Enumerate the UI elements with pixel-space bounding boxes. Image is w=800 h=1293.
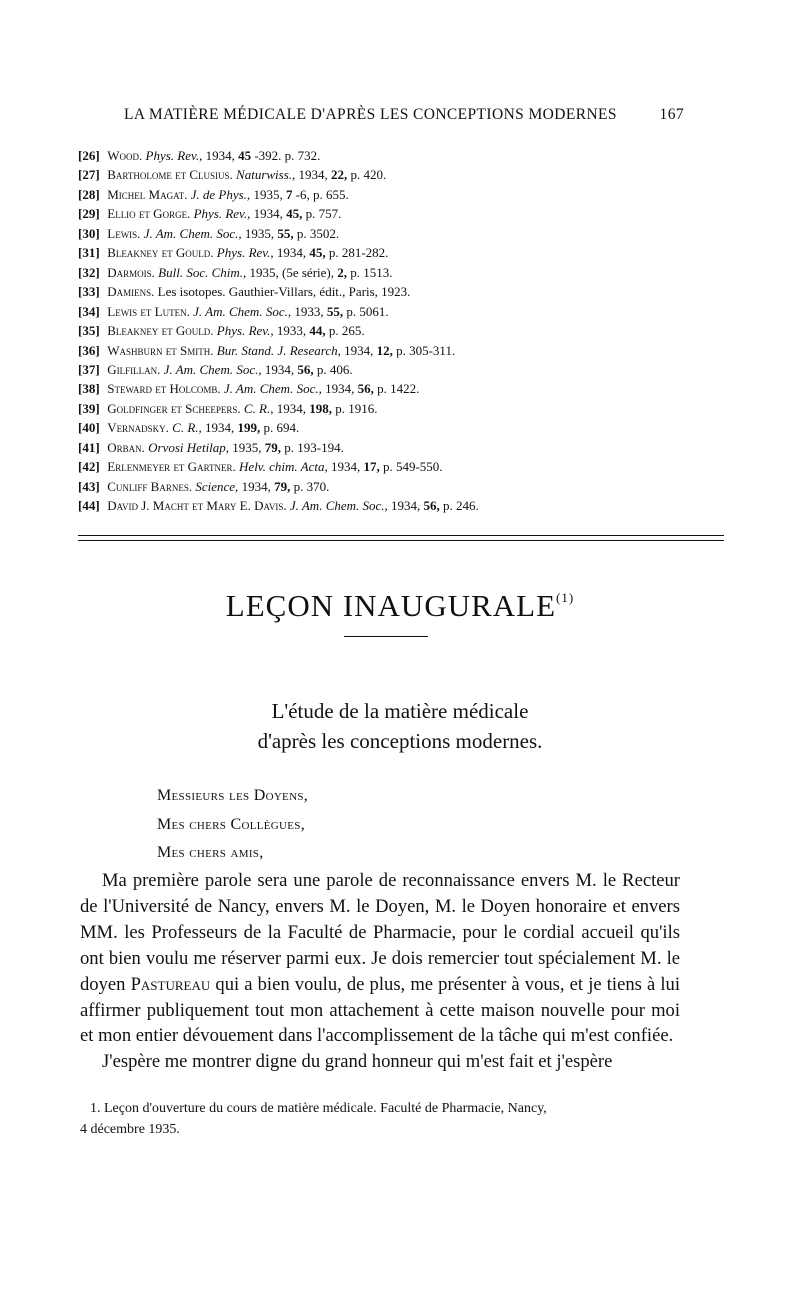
salutation-line-2: Mes chers Collègues, xyxy=(157,815,306,833)
reference-journal: J. de Phys., xyxy=(190,186,251,202)
reference-authors: Bartholome et Clusius. xyxy=(107,167,233,183)
subtitle-line-2: d'après les conceptions modernes. xyxy=(257,729,543,753)
reference-authors: Damiens. xyxy=(107,284,155,300)
reference-number: [39] xyxy=(78,400,100,416)
name-pastureau: Pastureau xyxy=(130,973,211,995)
reference-authors: Lewis. xyxy=(107,225,141,241)
reference-pages: p. 549-550. xyxy=(382,459,443,475)
reference-pages: p. 193-194. xyxy=(284,439,344,455)
reference-authors: Michel Magat. xyxy=(107,186,188,202)
reference-number: [42] xyxy=(78,459,100,475)
reference-journal: Phys. Rev., xyxy=(145,148,203,163)
reference-volume: 199, xyxy=(237,420,261,436)
reference-year: 1934, xyxy=(344,342,374,358)
reference-pages: p. 1422. xyxy=(377,381,420,397)
reference-item xyxy=(78,341,718,360)
footnote-line-2: 4 décembre 1935. xyxy=(80,1121,180,1137)
running-head-title: LA MATIÈRE MÉDICALE D'APRÈS LES CONCEPTIONS MODERNES xyxy=(124,106,617,123)
reference-authors: Cunliff Barnes. xyxy=(107,478,193,494)
reference-item xyxy=(78,243,718,262)
reference-journal: C. R., xyxy=(172,420,202,436)
reference-pages: p. 370. xyxy=(293,478,330,494)
reference-authors: Darmois. xyxy=(107,264,155,280)
reference-item xyxy=(78,224,718,243)
reference-item xyxy=(78,477,718,496)
footnote xyxy=(80,1099,710,1140)
salutation-line-1: Messieurs les Doyens, xyxy=(157,787,309,804)
paragraph-2: J'espère me montrer digne du grand honneur qui m'est fait et j'espère xyxy=(102,1051,613,1073)
reference-number: [32] xyxy=(78,264,100,280)
reference-journal: J. Am. Chem. Soc., xyxy=(223,381,322,397)
reference-volume: 2, xyxy=(337,264,347,280)
reference-number: [30] xyxy=(78,225,100,241)
reference-authors: Wood. xyxy=(107,148,143,163)
reference-volume: 56, xyxy=(423,498,440,514)
reference-year: 1934, xyxy=(330,459,361,475)
reference-number: [31] xyxy=(78,245,100,261)
reference-item xyxy=(78,204,718,223)
reference-item xyxy=(78,418,718,437)
reference-number: [26] xyxy=(78,148,100,163)
reference-authors: Washburn et Smith. xyxy=(107,342,214,358)
reference-pages: p. 694. xyxy=(263,420,300,436)
reference-authors: Steward et Holcomb. xyxy=(107,381,221,397)
reference-pages: Les isotopes. Gauthier-Villars, édit., Paris, 1923. xyxy=(157,284,411,300)
reference-volume: 44, xyxy=(309,323,326,339)
reference-year: 1933, xyxy=(276,323,307,339)
reference-journal: Naturwiss., xyxy=(236,167,296,183)
reference-pages: p. 265. xyxy=(328,323,365,339)
reference-year: 1934, xyxy=(253,206,283,222)
reference-year: 1934, xyxy=(276,400,306,416)
reference-journal: Orvosi Hetilap, xyxy=(148,439,230,455)
reference-year: 1934, xyxy=(205,420,235,436)
reference-pages: p. 246. xyxy=(443,498,479,514)
reference-authors: Bleakney et Gould. xyxy=(107,245,214,261)
reference-number: [29] xyxy=(78,206,100,222)
lecon-heading xyxy=(0,588,800,624)
reference-item xyxy=(78,185,718,204)
reference-pages: p. 1916. xyxy=(335,400,378,416)
reference-year: 1934, xyxy=(391,498,421,514)
reference-number: [36] xyxy=(78,342,100,358)
reference-journal: J. Am. Chem. Soc., xyxy=(289,498,388,514)
reference-number: [28] xyxy=(78,186,100,202)
reference-journal: J. Am. Chem. Soc., xyxy=(163,361,262,377)
reference-volume: 79, xyxy=(264,439,282,455)
lecon-title: LEÇON INAUGURALE xyxy=(225,588,557,623)
reference-item xyxy=(78,496,718,515)
reference-year: 1933, xyxy=(294,303,324,319)
reference-journal: Phys. Rev., xyxy=(193,206,251,222)
reference-journal: Bur. Stand. J. Research, xyxy=(216,342,341,358)
reference-pages: p. 3502. xyxy=(296,225,340,241)
reference-item xyxy=(78,379,718,398)
reference-journal: Phys. Rev., xyxy=(216,245,274,261)
reference-volume: 17, xyxy=(363,459,380,475)
body-text xyxy=(80,868,680,1075)
salutation-line-3: Mes chers amis, xyxy=(157,844,264,861)
reference-authors: Lewis et Luten. xyxy=(107,303,190,319)
reference-authors: Gilfillan. xyxy=(107,361,161,377)
reference-year: 1935, xyxy=(244,225,275,241)
reference-pages: p. 406. xyxy=(316,361,353,377)
salutation xyxy=(157,782,308,868)
reference-year: 1934, xyxy=(264,361,295,377)
reference-journal: J. Am. Chem. Soc., xyxy=(193,303,292,319)
reference-volume: 56, xyxy=(297,361,314,377)
reference-number: [40] xyxy=(78,420,100,436)
reference-pages: -392. p. 732. xyxy=(254,148,321,163)
paragraph-1-text-b: qui a bien voulu, de plus, me présenter à vous, et je tiens à lui affirmer publiquement tout mon attachement à cette maison nouvelle pour moi et mon entier dévouement dans l'accomplissement de la tâche qui m'est confiée. xyxy=(80,973,680,1047)
reference-pages: p. 420. xyxy=(350,167,387,183)
reference-number: [41] xyxy=(78,439,100,455)
reference-journal: Phys. Rev., xyxy=(216,323,274,339)
subtitle-line-1: L'étude de la matière médicale xyxy=(271,699,529,723)
reference-journal: Helv. chim. Acta, xyxy=(239,459,328,475)
reference-journal: Science, xyxy=(195,478,239,494)
reference-volume: 198, xyxy=(309,400,332,416)
reference-journal: Bull. Soc. Chim., xyxy=(158,264,247,280)
reference-year: 1934, xyxy=(241,478,271,494)
reference-number: [33] xyxy=(78,284,100,300)
reference-year: 1934, xyxy=(298,167,328,183)
reference-year: 1935, xyxy=(253,186,283,202)
reference-year: 1935, xyxy=(232,439,262,455)
reference-number: [34] xyxy=(78,303,100,319)
reference-authors: Ellio et Gorge. xyxy=(107,206,191,222)
reference-year: 1935, (5e série), xyxy=(249,264,334,280)
reference-number: [35] xyxy=(78,323,100,339)
reference-item xyxy=(78,360,718,379)
reference-volume: 55, xyxy=(277,225,294,241)
reference-volume: 45, xyxy=(309,245,326,261)
heading-underline xyxy=(344,636,428,637)
reference-pages: p. 757. xyxy=(305,206,342,222)
reference-authors: David J. Macht et Mary E. Davis. xyxy=(107,498,287,514)
reference-pages: p. 281-282. xyxy=(328,245,389,261)
reference-year: 1934, xyxy=(276,245,307,261)
reference-authors: Vernadsky. xyxy=(107,420,169,436)
reference-pages: -6, p. 655. xyxy=(295,186,349,202)
reference-volume: 45, xyxy=(286,206,303,222)
reference-year: 1934, xyxy=(205,148,235,163)
reference-volume: 7 xyxy=(285,186,293,202)
reference-pages: p. 305-311. xyxy=(396,342,456,358)
reference-year: 1934, xyxy=(325,381,355,397)
reference-journal: C. R., xyxy=(243,400,274,416)
reference-pages: p. 1513. xyxy=(350,264,393,280)
footnote-line-1: 1. Leçon d'ouverture du cours de matière médicale. Faculté de Pharmacie, Nancy, xyxy=(90,1101,547,1116)
reference-item xyxy=(78,438,718,457)
reference-authors: Goldfinger et Scheepers. xyxy=(107,400,241,416)
lecon-footnote-mark: (1) xyxy=(556,590,575,605)
reference-number: [38] xyxy=(78,381,100,397)
reference-authors: Orban. xyxy=(107,439,145,455)
reference-number: [27] xyxy=(78,167,100,183)
reference-item xyxy=(78,321,718,340)
reference-number: [44] xyxy=(78,498,100,514)
paragraph-1-text-a: Ma première parole sera une parole de reconnaissance envers M. le Recteur de l'Université de Nancy, envers M. le Doyen, M. le Doyen honoraire et envers MM. les Professeurs de la Faculté de Pharmacie, pour le cordial accueil qu'ils ont bien voulu me réserver parmi eux. Je dois remercier tout spécialement M. le doyen xyxy=(80,870,680,995)
lecture-subtitle xyxy=(0,696,800,756)
reference-number: [37] xyxy=(78,361,100,377)
reference-volume: 79, xyxy=(274,478,291,494)
reference-authors: Bleakney et Gould. xyxy=(107,323,214,339)
reference-item xyxy=(78,146,718,165)
reference-number: [43] xyxy=(78,478,100,494)
reference-authors: Erlenmeyer et Gartner. xyxy=(107,459,236,475)
reference-volume: 45 xyxy=(238,148,252,163)
page-number: 167 xyxy=(659,106,684,123)
reference-list xyxy=(78,146,718,516)
reference-volume: 56, xyxy=(357,381,374,397)
reference-journal: J. Am. Chem. Soc., xyxy=(143,225,242,241)
reference-pages: p. 5061. xyxy=(346,303,389,319)
section-divider-bottom xyxy=(78,540,724,541)
section-divider-top xyxy=(78,535,724,536)
reference-volume: 22, xyxy=(331,167,348,183)
reference-volume: 12, xyxy=(376,342,393,358)
reference-item xyxy=(78,302,718,321)
reference-item xyxy=(78,165,718,184)
reference-item xyxy=(78,399,718,418)
reference-volume: 55, xyxy=(326,303,344,319)
reference-item xyxy=(78,282,718,301)
paragraph-1 xyxy=(80,868,680,1049)
reference-item xyxy=(78,263,718,282)
reference-item xyxy=(78,457,718,476)
